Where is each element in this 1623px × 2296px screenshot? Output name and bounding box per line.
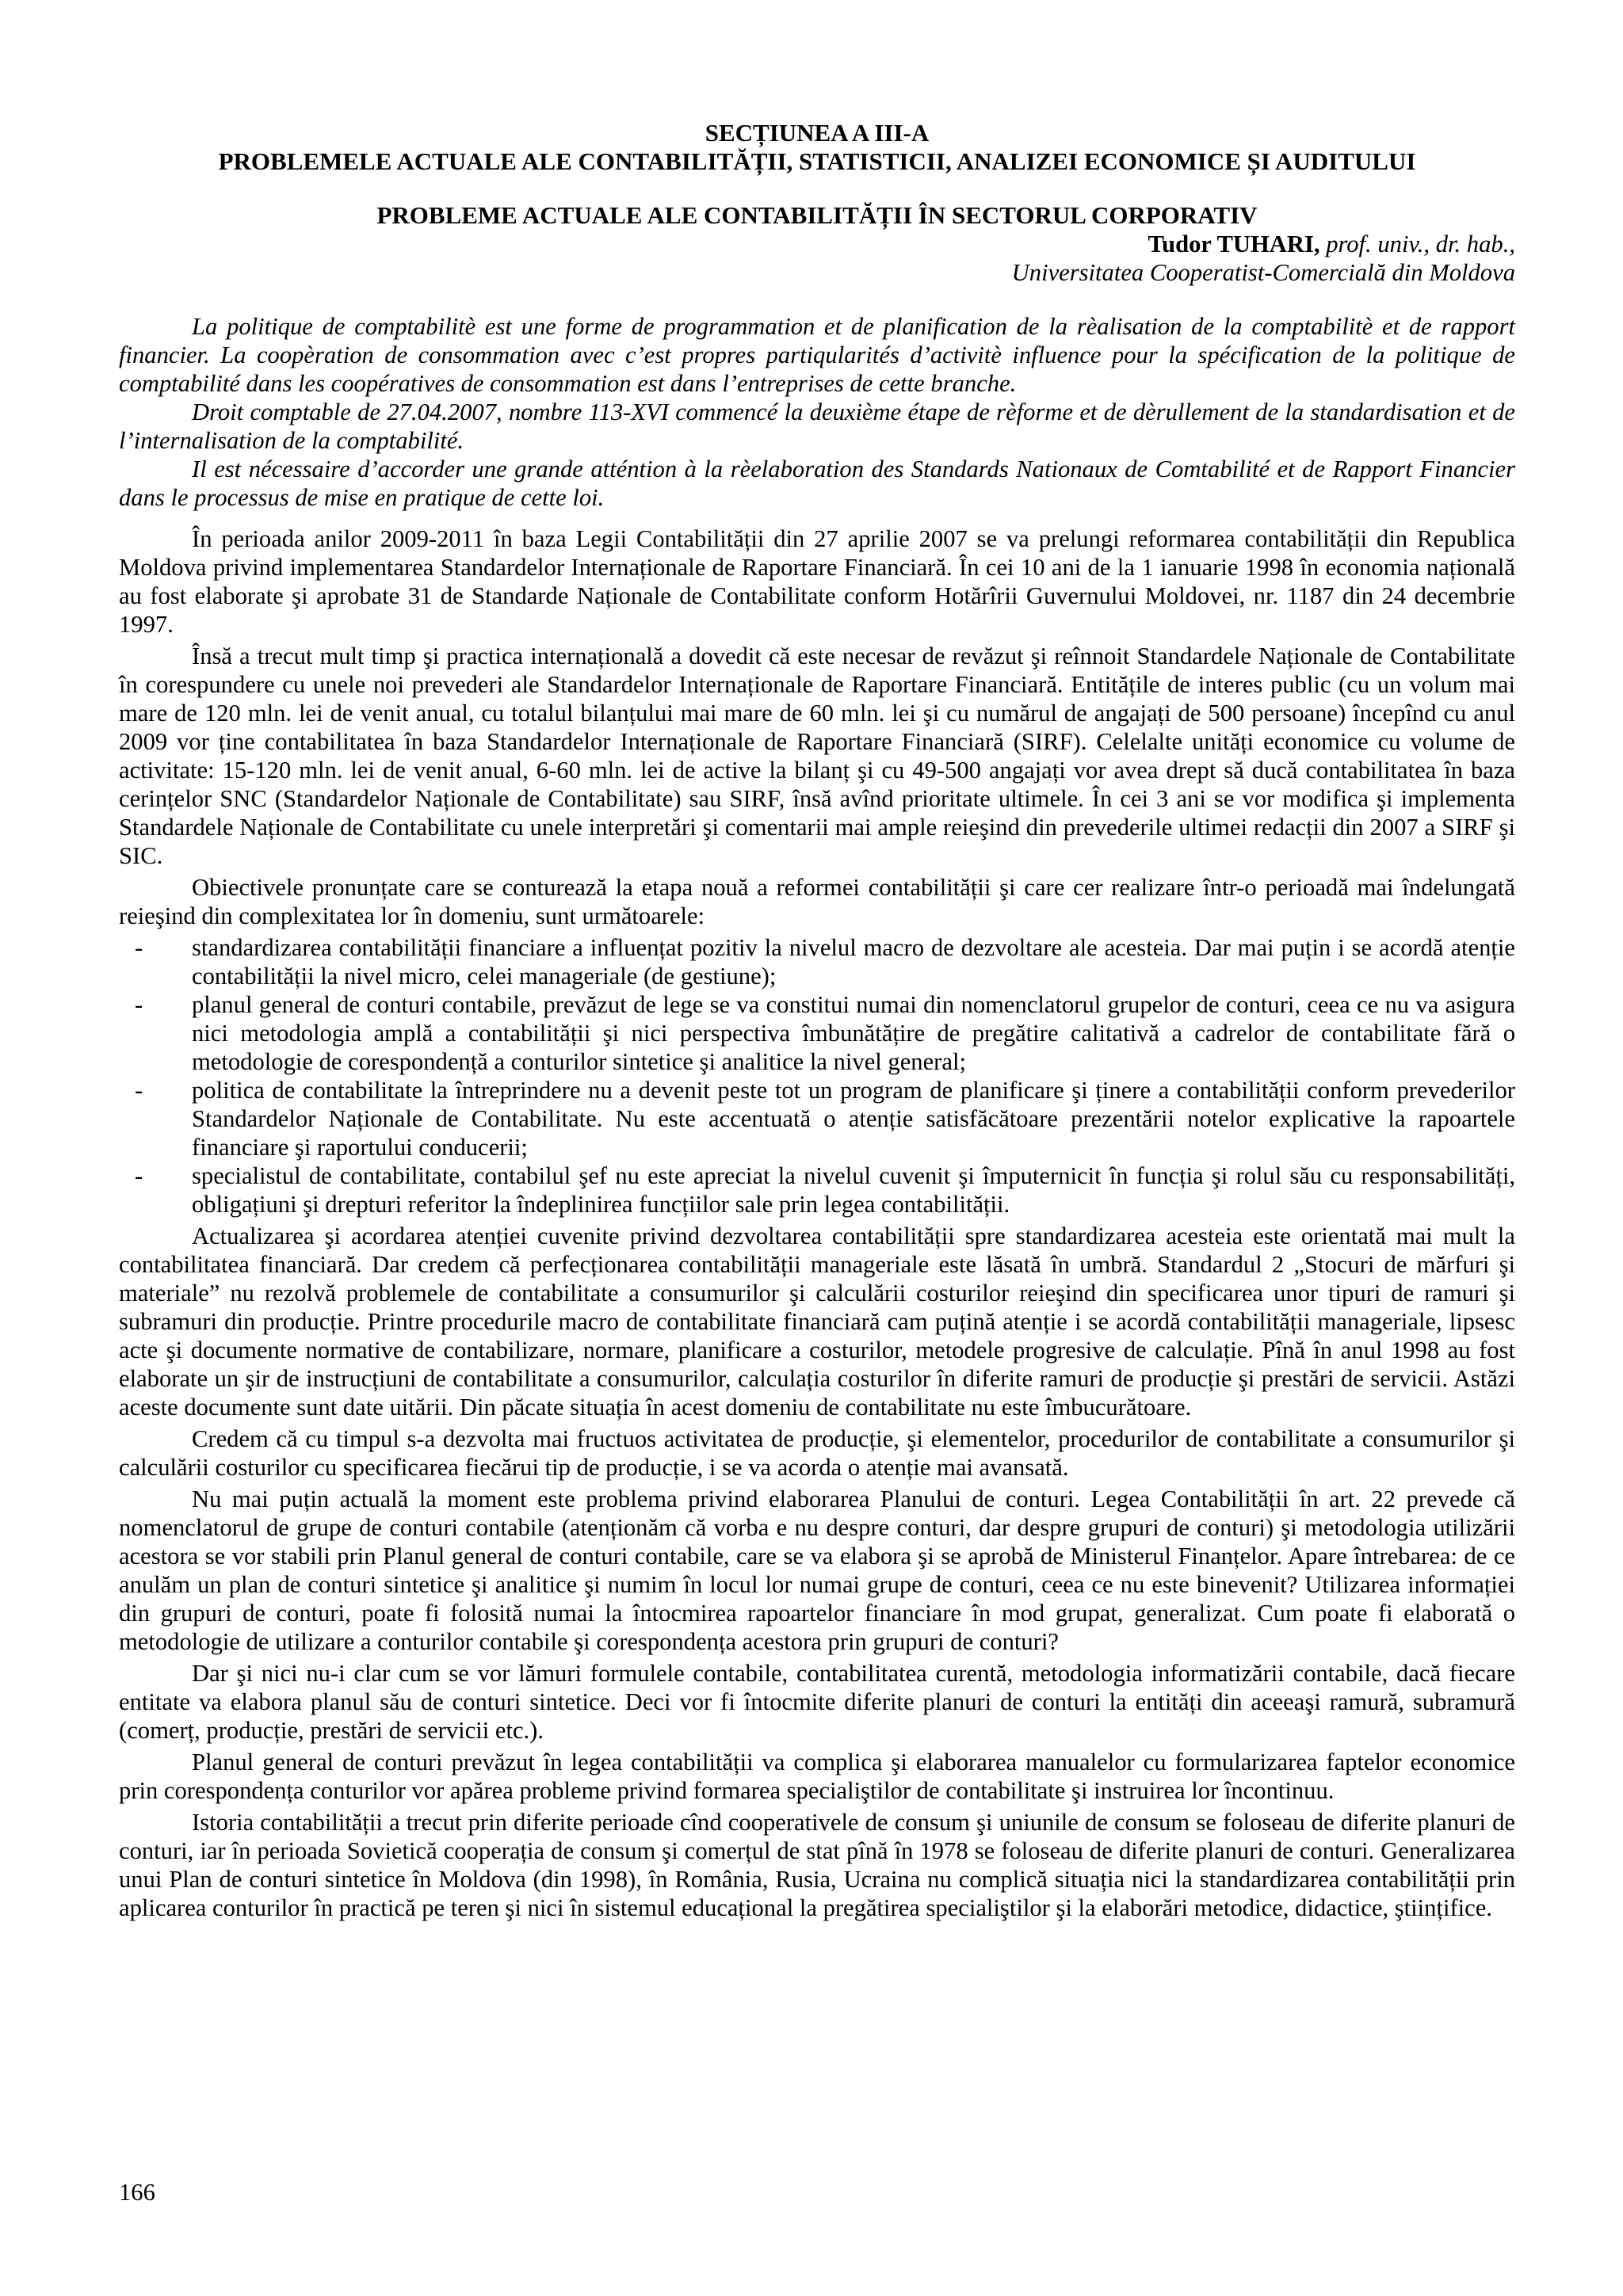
list-item-text: politica de contabilitate la întreprindere nu a devenit peste tot un program de planificare şi ținere a contabilității conform prevederilor Standardelor Naționale de Contabilitate. Nu este accentuată o atenție satisfăcătoare prezentării notelor explicative la rapoartele financiare şi raportului conducerii; [192, 1077, 1515, 1161]
objectives-list [119, 933, 1515, 1219]
list-item [119, 990, 1515, 1076]
body-paragraph: Nu mai puțin actuală la moment este problema privind elaborarea Planului de conturi. Legea Contabilității în art. 22 prevede că nomenclatorul de grupe de conturi contabile (atenționăm că vorba e nu despre conturi, dar despre grupuri de conturi) şi metodologia utilizării acestora se vor stabili prin Planul general de conturi contabile, care se va elabora şi se aprobă de Ministerul Finanțelor. Apare întrebarea: de ce anulăm un plan de conturi sintetice şi analitice şi numim în locul lor numai grupe de conturi, ceea ce nu este binevenit? Utilizarea informației din grupuri de conturi, poate fi folosită numai la întocmirea rapoartelor financiare în mod grupat, generalizat. Cum poate fi elaborată o metodologie de utilizare a conturilor contabile şi corespondența acestora prin grupuri de conturi? [119, 1486, 1515, 1655]
body-paragraph: Istoria contabilității a trecut prin diferite perioade cînd cooperativele de consum şi uniunile de consum se foloseau de diferite planuri de conturi, iar în perioada Sovietică cooperația de consum şi comerțul de stat pînă în 1978 se foloseau de diferite planuri de conturi. Generalizarea unui Plan de conturi sintetice în Moldova (din 1998), în România, Rusia, Ucraina nu complică situația nici la standardizarea contabilității prin aplicarea conturilor în practică pe teren şi nici în sistemul educațional la pregătirea specialiştilor şi la elaborări metodice, didactice, ştiințifice. [119, 1809, 1515, 1921]
article-body [119, 524, 1515, 1922]
list-item-text: standardizarea contabilității financiare a influențat pozitiv la nivelul macro de dezvoltare ale acesteia. Dar mai puțin i se acordă atenție contabilității la nivel micro, celei manageriale (de gestiune); [192, 934, 1515, 990]
body-paragraph: Dar şi nici nu-i clar cum se vor lămuri formulele contabile, contabilitatea curentă, metodologia informatizării contabile, dacă fiecare entitate va elabora planul său de conturi sintetice. Deci vor fi întocmite diferite planuri de conturi la entități din aceeaşi ramură, subramură (comerț, producție, prestări de servicii etc.). [119, 1660, 1515, 1744]
abstract [119, 312, 1515, 512]
author-line [119, 230, 1515, 258]
page-content [119, 119, 1515, 1925]
article-title: PROBLEME ACTUALE ALE CONTABILITĂȚII ÎN SECTORUL CORPORATIV [376, 201, 1258, 229]
body-paragraph: Planul general de conturi prevăzut în legea contabilității va complica şi elaborarea manualelor cu formularizarea faptelor economice prin corespondența conturilor vor apărea probleme privind formarea specialiştilor de contabilitate şi instruirea lor încontinuu. [119, 1749, 1515, 1804]
abstract-paragraph: Droit comptable de 27.04.2007, nombre 113-XVI commencé la deuxième étape de rèforme et de dèrullement de la standardisation et de l’internalisation de la comptabilité. [119, 399, 1515, 454]
section-label: SECȚIUNEA A III-A [705, 119, 930, 147]
list-item [119, 1076, 1515, 1161]
abstract-paragraph: La politique de comptabilitè est une forme de programmation et de planification de la rèalisation de la comptabilitè et de rapport financier. La coopèration de consommation avec c’est propres partiqularités d’activitè influence pour la spécification de la politique de comptabilité dans les coopératives de consommation est dans l’entreprises de cette branche. [119, 313, 1515, 397]
body-paragraph: Credem că cu timpul s-a dezvolta mai fructuos activitatea de producție, şi elementelor, procedurilor de contabilitate a consumurilor şi calculării costurilor cu specificarea fiecărui tip de producție, i se va acorda o atenție mai avansată. [119, 1425, 1515, 1481]
list-item-text: specialistul de contabilitate, contabilul şef nu este apreciat la nivelul cuvenit şi împuternicit în funcția şi rolul său cu responsabilități, obligațiuni şi drepturi referitor la îndeplinirea funcțiilor sale prin legea contabilității. [192, 1162, 1515, 1218]
author-name: Tudor TUHARI, [1148, 231, 1320, 257]
bullet-dash: - [135, 1077, 143, 1104]
body-paragraph: În perioada anilor 2009-2011 în baza Legii Contabilității din 27 aprilie 2007 se va prelungi reformarea contabilității din Republica Moldova privind implementarea Standardelor Internaționale de Raportare Financiară. În cei 10 ani de la 1 ianuarie 1998 în economia națională au fost elaborate şi aprobate 31 de Standarde Naționale de Contabilitate conform Hotărîrii Guvernului Moldovei, nr. 1187 din 24 decembrie 1997. [119, 525, 1515, 638]
list-item [119, 933, 1515, 990]
author-affiliation: Universitatea Cooperatist-Comercială din Moldova [1011, 259, 1515, 286]
section-heading: PROBLEMELE ACTUALE ALE CONTABILITĂȚII, STATISTICII, ANALIZEI ECONOMICE ȘI AUDITULUI [218, 147, 1416, 175]
abstract-paragraph: Il est nécessaire d’accorder une grande atténtion à la rèelaboration des Standards Nationaux de Comtabilité et de Rapport Financier dans le processus de mise en pratique de cette loi. [119, 456, 1515, 511]
list-item-text: planul general de conturi contabile, prevăzut de lege se va constitui numai din nomenclatorul grupelor de conturi, ceea ce nu va asigura nici metodologia amplă a contabilității şi nici perspectiva îmbunătățire de pregătire calitativă a cadrelor de contabilitate fără o metodologie de corespondență a conturilor sintetice şi analitice la nivel general; [192, 991, 1515, 1075]
bullet-dash: - [135, 1162, 143, 1189]
body-paragraph: Actualizarea şi acordarea atenției cuvenite privind dezvoltarea contabilității spre standardizarea acesteia este orientată mai mult la contabilitatea financiară. Dar credem că perfecționarea contabilității manageriale este lăsată în umbră. Standardul 2 „Stocuri de mărfuri şi materiale” nu rezolvă problemele de contabilitate a consumurilor şi calculării costurilor reieşind din specificarea unor tipuri de ramuri şi subramuri din producție. Printre procedurile macro de contabilitate financiară cam puțină atenție i se acordă contabilității manageriale, lipsesc acte şi documente normative de contabilizare, normare, planificare a costurilor, metodele progresive de calculație. Pînă în anul 1998 au fost elaborate un şir de instrucțiuni de contabilitate a consumurilor, calculația costurilor în diferite ramuri de producție şi prestări de servicii. Astăzi aceste documente sunt date uitării. Din păcate situația în acest domeniu de contabilitate nu este îmbucurătoare. [119, 1222, 1515, 1421]
bullet-dash: - [135, 991, 143, 1018]
bullet-dash: - [135, 934, 143, 961]
body-paragraph: Obiectivele pronunțate care se conturează la etapa nouă a reformei contabilității şi care cer realizare într-o perioadă mai îndelungată reieşind din complexitatea lor în domeniu, sunt următoarele: [119, 874, 1515, 929]
body-paragraph: Însă a trecut mult timp şi practica internațională a dovedit că este necesar de revăzut şi reînnoit Standardele Naționale de Contabilitate în corespundere cu unele noi prevederi ale Standardelor Internaționale de Raportare Financiară. Entitățile de interes public (cu un volum mai mare de 120 mln. lei de venit anual, cu totalul bilanțului mai mare de 60 mln. lei şi cu numărul de angajați de 500 persoane) începînd cu anul 2009 vor ține contabilitatea în baza Standardelor Internaționale de Raportare Financiară (SIRF). Celelalte unități economice cu volume de activitate: 15-120 mln. lei de venit anual, 6-60 mln. lei de active la bilanț şi cu 49-500 angajați vor avea drept să ducă contabilitatea în baza cerințelor SNC (Standardelor Naționale de Contabilitate) sau SIRF, însă avînd prioritate ultimele. În cei 3 ani se vor modifica şi implementa Standardele Naționale de Contabilitate cu unele interpretări şi comentarii mai ample reieşind din prevederile ultimei redacții din 2007 a SIRF şi SIC. [119, 643, 1515, 869]
list-item [119, 1161, 1515, 1219]
page-number: 166 [119, 2179, 155, 2206]
author-title: prof. univ., dr. hab., [1319, 231, 1515, 257]
